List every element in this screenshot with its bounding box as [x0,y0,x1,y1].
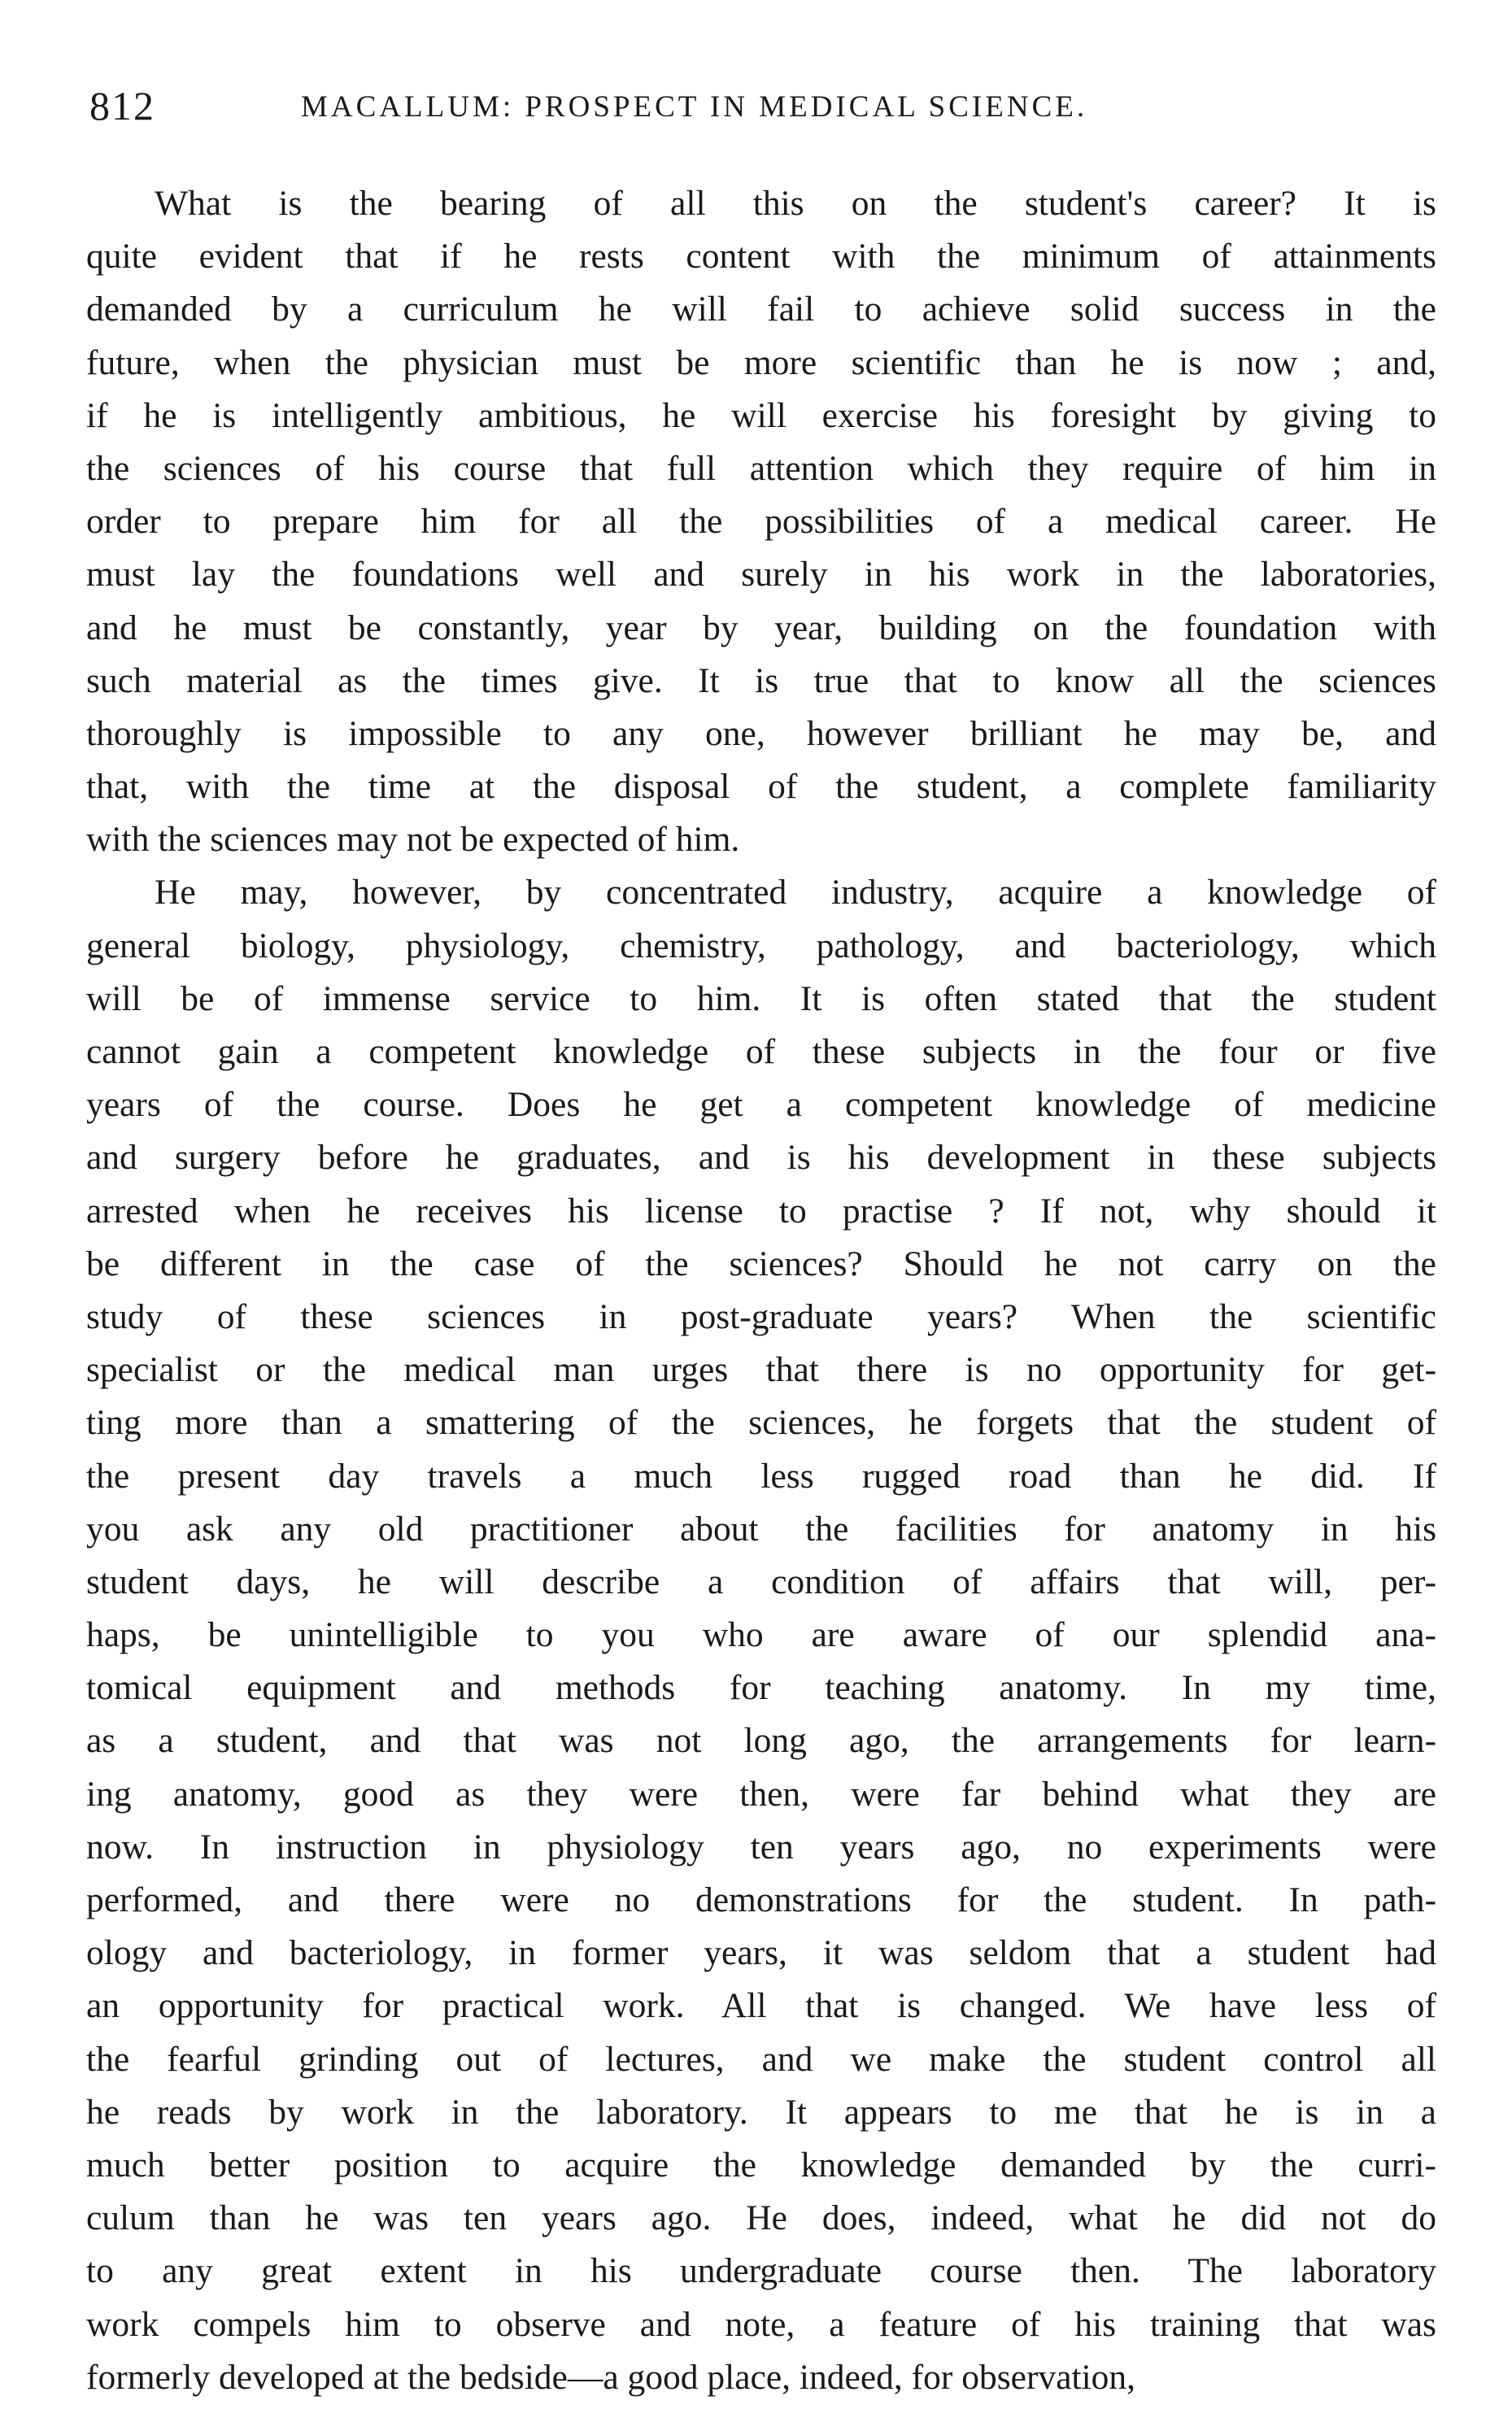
text-line: with the sciences may not be expected of him. [86,820,740,860]
text-line: such material as the times give. It is true that to know all the sciences [86,660,1436,700]
text-line: you ask any old practitioner about the facilities for anatomy in his [86,1509,1436,1549]
text-line: future, when the physician must be more scientific than he is now ; and, [86,342,1436,382]
text-line: much better position to acquire the knowledge demanded by the curri- [86,2145,1436,2185]
text-line: quite evident that if he rests content with the minimum of attainments [86,237,1436,277]
text-line: culum than he was ten years ago. He does, indeed, what he did not do [86,2198,1436,2238]
paragraph [86,177,1436,866]
text-line: and he must be constantly, year by year, building on the foundation with [86,608,1436,647]
text-line: he reads by work in the laboratory. It appears to me that he is in a [86,2092,1436,2132]
text-line: thoroughly is impossible to any one, however brilliant he may be, and [86,713,1436,753]
text-line: general biology, physiology, chemistry, pathology, and bacteriology, which [86,926,1436,965]
text-line: the fearful grinding out of lectures, and we make the student control all [86,2039,1436,2079]
text-line: He may, however, by concentrated industry, acquire a knowledge of [155,873,1436,913]
text-line: that, with the time at the disposal of the student, a complete familiarity [86,767,1436,807]
body-text [86,177,1436,2404]
text-line: demanded by a curriculum he will fail to achieve solid success in the [86,290,1436,329]
text-line: study of these sciences in post-graduate years? When the scientific [86,1296,1436,1336]
text-line: What is the bearing of all this on the student's career? It is [155,184,1436,223]
page-number: 812 [89,83,155,129]
text-line: haps, be unintelligible to you who are aware of our splendid ana- [86,1615,1436,1655]
text-line: must lay the foundations well and surely in his work in the laboratories, [86,555,1436,595]
running-head [89,81,1431,130]
text-line: arrested when he receives his license to practise ? If not, why should it [86,1191,1436,1231]
text-line: formerly developed at the bedside—a good place, indeed, for observation, [86,2357,1136,2397]
text-line: as a student, and that was not long ago, the arrangements for learn- [86,1721,1436,1761]
text-line: cannot gain a competent knowledge of these subjects in the four or five [86,1032,1436,1071]
text-line: ting more than a smattering of the sciences, he forgets that the student of [86,1403,1436,1443]
running-title: MACALLUM: PROSPECT IN MEDICAL SCIENCE. [301,90,1088,124]
text-line: performed, and there were no demonstrations for the student. In path- [86,1880,1436,1919]
text-line: student days, he will describe a condition of affairs that will, per- [86,1562,1436,1601]
text-line: the present day travels a much less rugged road than he did. If [86,1456,1436,1496]
text-line: an opportunity for practical work. All that is changed. We have less of [86,1986,1436,2026]
text-line: ology and bacteriology, in former years, it was seldom that a student had [86,1933,1436,1973]
text-line: if he is intelligently ambitious, he will exercise his foresight by giving to [86,395,1436,435]
text-line: ing anatomy, good as they were then, were far behind what they are [86,1774,1436,1814]
text-line: the sciences of his course that full attention which they require of him in [86,448,1436,488]
text-line: to any great extent in his undergraduate course then. The laboratory [86,2251,1436,2291]
text-line: tomical equipment and methods for teaching anatomy. In my time, [86,1668,1436,1708]
text-line: be different in the case of the sciences? Should he not carry on the [86,1244,1436,1283]
paragraph [86,866,1436,2403]
text-line: order to prepare him for all the possibilities of a medical career. He [86,502,1436,542]
text-line: specialist or the medical man urges that there is no opportunity for get- [86,1350,1436,1390]
text-line: will be of immense service to him. It is often stated that the student [86,978,1436,1018]
text-line: work compels him to observe and note, a feature of his training that was [86,2304,1436,2344]
text-line: years of the course. Does he get a competent knowledge of medicine [86,1085,1436,1125]
text-line: now. In instruction in physiology ten years ago, no experiments were [86,1827,1436,1867]
text-line: and surgery before he graduates, and is his development in these subjects [86,1138,1436,1178]
